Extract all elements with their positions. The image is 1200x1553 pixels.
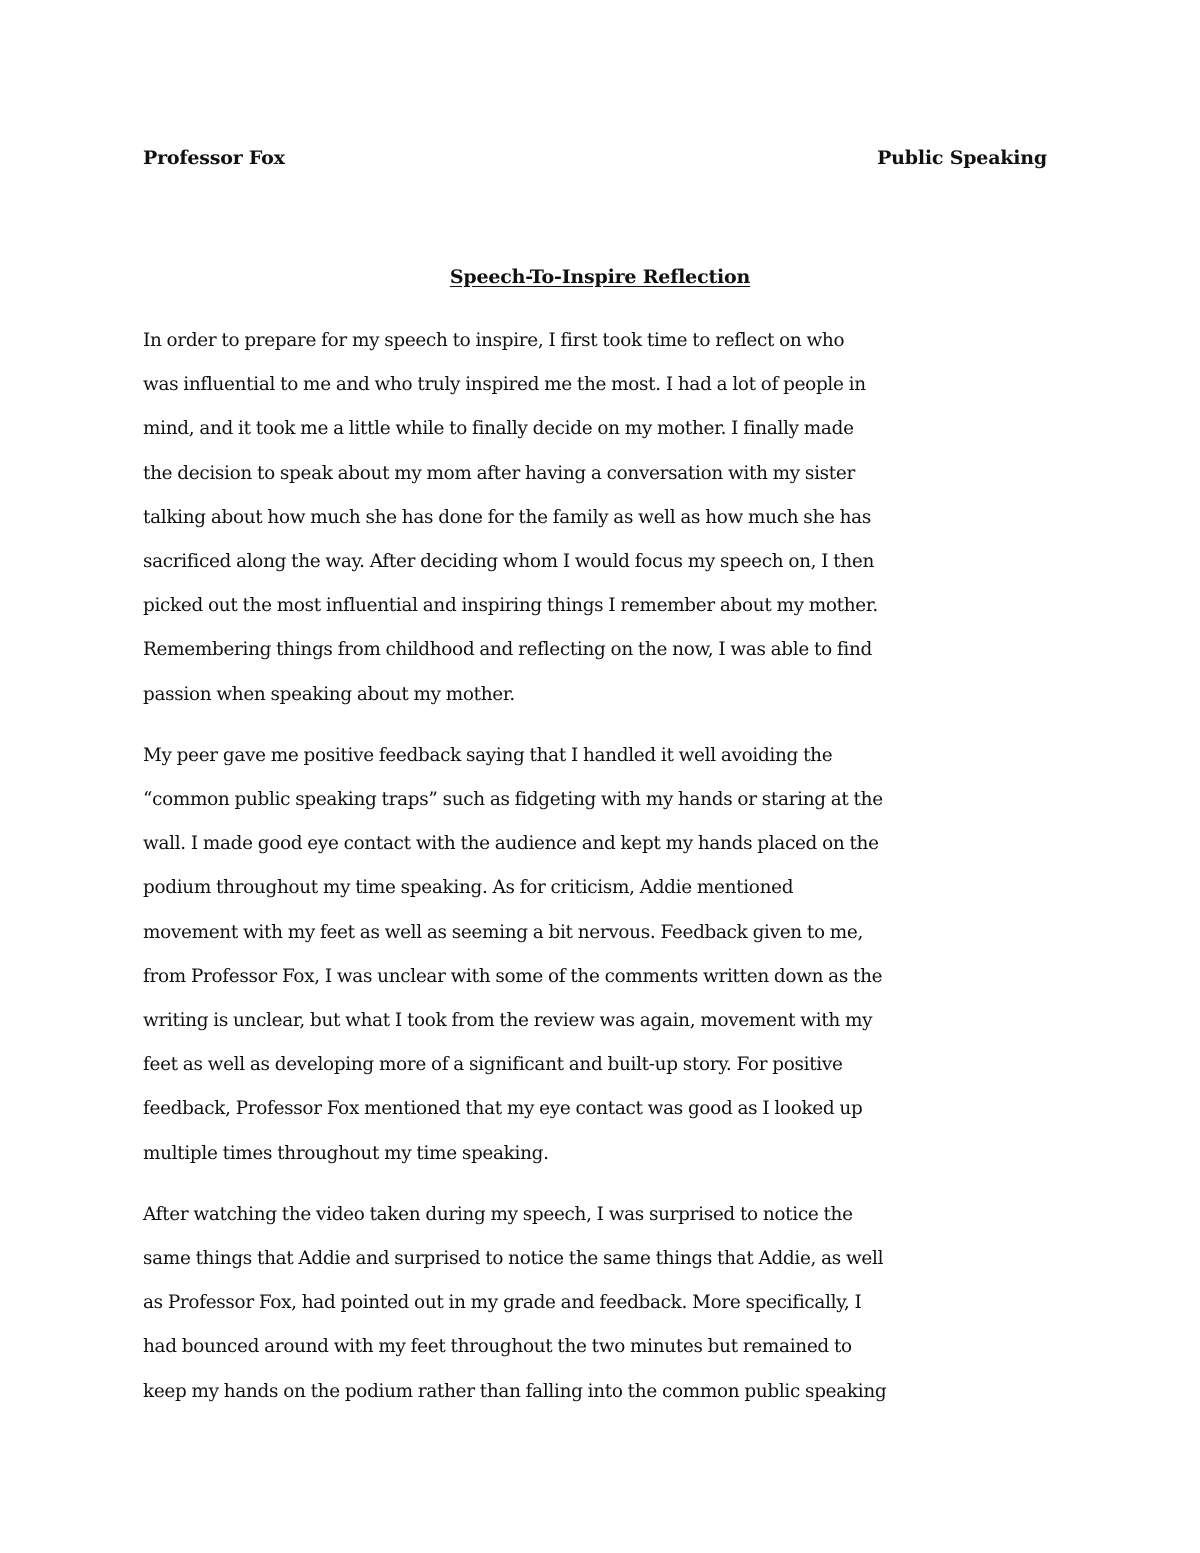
- text-line: picked out the most influential and inspiring things I remember about my mother.: [143, 595, 878, 617]
- text-line: feet as well as developing more of a significant and built-up story. For positive: [143, 1054, 843, 1076]
- header-course-name: Public Speaking: [877, 147, 1047, 169]
- header-professor-name: Professor Fox: [143, 147, 285, 169]
- text-line: writing is unclear, but what I took from the review was again, movement with my: [143, 1010, 873, 1032]
- text-line: same things that Addie and surprised to notice the same things that Addie, as well: [143, 1248, 884, 1270]
- text-line: the decision to speak about my mom after having a conversation with my sister: [143, 462, 855, 484]
- text-line: mind, and it took me a little while to finally decide on my mother. I finally made: [143, 418, 854, 440]
- text-line: sacrificed along the way. After deciding whom I would focus my speech on, I then: [143, 551, 875, 573]
- text-line: “common public speaking traps” such as fidgeting with my hands or staring at the: [143, 789, 883, 811]
- text-line: In order to prepare for my speech to inspire, I first took time to reflect on who: [143, 330, 845, 351]
- paragraph-3: [143, 1193, 1065, 1414]
- text-line: passion when speaking about my mother.: [143, 683, 515, 705]
- paragraph-1: [143, 319, 1065, 717]
- text-line: as Professor Fox, had pointed out in my grade and feedback. More specifically, I: [143, 1292, 862, 1314]
- paragraph-2: [143, 734, 1065, 1176]
- document-title: Speech-To-Inspire Reflection: [449, 266, 751, 288]
- text-line: had bounced around with my feet throughout the two minutes but remained to: [143, 1336, 852, 1358]
- text-line: After watching the video taken during my speech, I was surprised to notice the: [143, 1203, 853, 1225]
- text-line: keep my hands on the podium rather than falling into the common public speaking: [143, 1380, 887, 1402]
- text-line: from Professor Fox, I was unclear with some of the comments written down as the: [143, 965, 883, 987]
- text-line: talking about how much she has done for the family as well as how much she has: [143, 506, 871, 528]
- text-line: wall. I made good eye contact with the audience and kept my hands placed on the: [143, 833, 879, 855]
- text-line: movement with my feet as well as seeming a bit nervous. Feedback given to me,: [143, 921, 864, 943]
- text-line: Remembering things from childhood and reflecting on the now, I was able to find: [143, 639, 873, 661]
- document-header: [143, 144, 1047, 172]
- text-line: multiple times throughout my time speaking.: [143, 1142, 549, 1164]
- text-line: podium throughout my time speaking. As for criticism, Addie mentioned: [143, 877, 794, 899]
- text-line: was influential to me and who truly inspired me the most. I had a lot of people in: [143, 374, 866, 396]
- document-body: [143, 319, 1065, 1431]
- text-line: My peer gave me positive feedback saying that I handled it well avoiding the: [143, 744, 833, 766]
- text-line: feedback, Professor Fox mentioned that my eye contact was good as I looked up: [143, 1098, 863, 1120]
